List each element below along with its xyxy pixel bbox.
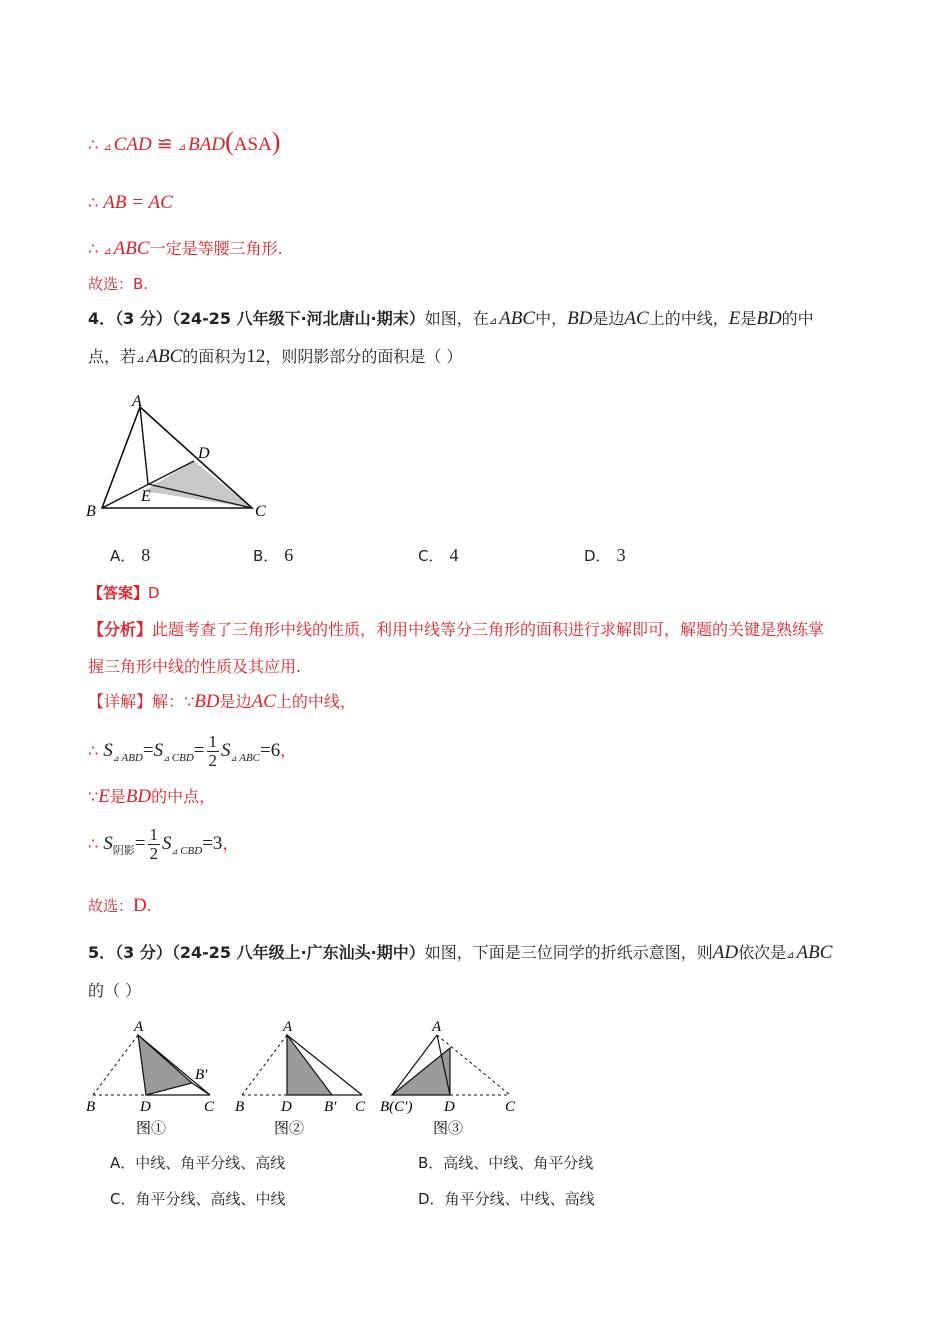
area-symbol: S bbox=[103, 740, 113, 761]
paren-close: ) bbox=[271, 127, 281, 156]
label-a: A bbox=[134, 1019, 144, 1035]
q4-final-answer: 故选：D. bbox=[88, 895, 152, 916]
subscript: ⊿ ABC bbox=[230, 752, 260, 764]
answer-value: D bbox=[148, 584, 160, 602]
paren-open: ( bbox=[225, 127, 234, 156]
point-e: E bbox=[728, 308, 741, 329]
q4-text: 中， bbox=[535, 309, 568, 328]
segment-ac: AC bbox=[251, 691, 276, 712]
q5-option-d[interactable]: D．角平分线、中线、高线 bbox=[418, 1190, 595, 1208]
shaded-fold bbox=[138, 1035, 192, 1095]
label-b: B bbox=[235, 1099, 245, 1115]
isosceles-text: 一定是等腰三角形. bbox=[149, 239, 283, 258]
label-c: C bbox=[204, 1099, 215, 1115]
dashed-ab bbox=[93, 1035, 138, 1095]
fig3-caption: 图③ bbox=[433, 1121, 464, 1137]
q4-text: 如图，在 bbox=[424, 309, 489, 328]
triangle-abc: ABC bbox=[499, 308, 536, 329]
q4-stem-line2 bbox=[88, 345, 462, 372]
subscript-shaded: 阴影 bbox=[112, 845, 135, 857]
q4-score: （3 分） bbox=[115, 309, 172, 328]
triangle-symbol: ⊿ bbox=[177, 142, 187, 153]
label-a: A bbox=[132, 393, 142, 410]
result-value: =6 bbox=[260, 740, 281, 761]
q5-option-b[interactable]: B．高线、中线、角平分线 bbox=[418, 1154, 594, 1172]
detail-text: 上的中线， bbox=[275, 692, 356, 711]
label-d: D bbox=[281, 1099, 292, 1115]
q4-detail-line3: ∵E是BD的中点， bbox=[88, 786, 216, 807]
q4-text: 的中 bbox=[781, 309, 814, 328]
q4-detail-line1 bbox=[88, 690, 356, 714]
label-e: E bbox=[141, 488, 151, 505]
fig1-caption: 图① bbox=[136, 1121, 167, 1137]
final-choice: D bbox=[133, 895, 147, 916]
therefore-symbol: ∴ bbox=[88, 834, 99, 853]
q5-number: 5． bbox=[88, 943, 116, 962]
q5-score: （3 分） bbox=[115, 943, 172, 962]
q4-stem-line1 bbox=[88, 307, 814, 334]
triangle-bad: BAD bbox=[188, 134, 226, 155]
therefore-symbol: ∴ bbox=[88, 193, 99, 212]
fraction-half: $\frac{1}{2}$ bbox=[208, 732, 218, 770]
label-d: D bbox=[444, 1099, 455, 1115]
subscript: ⊿ ABD bbox=[112, 752, 143, 764]
q5-text: 依次是 bbox=[738, 943, 787, 962]
label-d: D bbox=[140, 1099, 151, 1115]
fig2-caption: 图② bbox=[274, 1121, 305, 1137]
triangle-abc: ABC bbox=[146, 346, 183, 367]
segment-b2c bbox=[192, 1083, 210, 1095]
proof-line-congruence bbox=[88, 127, 281, 160]
q4-answer bbox=[88, 581, 160, 605]
equals: = bbox=[134, 833, 146, 854]
segment-bd: BD bbox=[567, 308, 593, 329]
proof-line-ab-ac bbox=[88, 191, 173, 215]
label-c: C bbox=[355, 1099, 366, 1115]
q4-source: （24-25 八年级下·河北唐山·期末） bbox=[171, 309, 425, 328]
analysis-tag: 【分析】 bbox=[88, 620, 153, 639]
q5-figure-1 bbox=[82, 1015, 227, 1140]
segment-ac: AC bbox=[624, 308, 649, 329]
detail-text: 是边 bbox=[219, 692, 252, 711]
label-b-prime: B′ bbox=[195, 1067, 208, 1083]
q5-figure-3 bbox=[380, 1015, 540, 1140]
q5-option-c[interactable]: C．角平分线、高线、中线 bbox=[110, 1190, 286, 1208]
label-c: C bbox=[505, 1099, 516, 1115]
equals: = bbox=[193, 740, 205, 761]
q4-analysis-line2: 握三角形中线的性质及其应用. bbox=[88, 657, 302, 676]
q4-analysis-line1 bbox=[88, 618, 824, 642]
q4-detail-line2: ∴ $S_{⊿ ABD}=S_{⊿ CBD}=$ $\frac{1}{2}$ $S_{⊿ ABC}=6$， bbox=[88, 732, 297, 770]
triangle-symbol: ⊿ bbox=[136, 354, 145, 365]
area-symbol: S bbox=[153, 740, 164, 761]
q4-option-b[interactable]: B． 6 bbox=[253, 545, 294, 565]
label-a: A bbox=[283, 1019, 293, 1035]
answer-tag: 【答案】 bbox=[88, 584, 149, 602]
q5-text: 如图，下面是三位同学的折纸示意图，则 bbox=[424, 943, 713, 962]
segment-bd: BD bbox=[125, 786, 152, 807]
q4-text: ，则阴影部分的面积是（ ） bbox=[265, 347, 463, 366]
q5-source: （24-25 八年级上·广东汕头·期中） bbox=[171, 943, 425, 962]
therefore-symbol: ∴ bbox=[88, 741, 99, 760]
q4-detail-line4: ∴ $S_{阴影}=$ $\frac{1}{2}$ $S_{⊿ CBD}=3$， bbox=[88, 825, 239, 863]
result-value: =3 bbox=[202, 833, 223, 854]
therefore-symbol: ∴ bbox=[88, 239, 99, 258]
q5-stem-line2: 的（ ） bbox=[88, 981, 142, 1000]
area-value: 12 bbox=[246, 346, 266, 367]
triangle-symbol: ⊿ bbox=[103, 246, 112, 257]
label-d: D bbox=[198, 445, 210, 462]
area-symbol: S bbox=[103, 833, 113, 854]
segment-bd: BD bbox=[756, 308, 782, 329]
because-symbol: ∵ bbox=[88, 787, 99, 806]
shaded-region bbox=[144, 461, 252, 508]
fraction-half: $\frac{1}{2}$ bbox=[149, 825, 158, 863]
congruent-symbol: ≌ bbox=[156, 134, 173, 155]
q4-text: 的面积为 bbox=[182, 347, 247, 366]
q4-option-d[interactable]: D． 3 bbox=[584, 545, 626, 565]
q4-text: 是 bbox=[740, 309, 757, 328]
analysis-text: 此题考查了三角形中线的性质，利用中线等分三角形的面积进行求解即可，解题的关键是熟练掌 bbox=[152, 620, 825, 639]
triangle-symbol: ⊿ bbox=[103, 142, 112, 153]
label-b: B bbox=[86, 503, 96, 520]
area-symbol: S bbox=[221, 740, 231, 761]
area-symbol: S bbox=[162, 833, 172, 854]
triangle-cad: CAD bbox=[113, 134, 152, 155]
detail-tag: 【详解】 bbox=[88, 692, 153, 711]
triangle-symbol: ⊿ bbox=[488, 316, 498, 327]
label-c: C bbox=[255, 503, 266, 520]
segment-ae bbox=[140, 407, 148, 484]
q4-option-a[interactable]: A． 8 bbox=[110, 545, 151, 565]
asa-label: ASA bbox=[233, 134, 272, 155]
equals: = bbox=[142, 740, 154, 761]
equation-ab-ac: AB = AC bbox=[103, 192, 173, 213]
therefore-symbol: ∴ bbox=[88, 135, 99, 154]
triangle-symbol: ⊿ bbox=[786, 950, 795, 961]
label-a: A bbox=[432, 1019, 442, 1035]
prev-answer: 故选：B. bbox=[88, 275, 149, 293]
dashed-ab bbox=[242, 1035, 287, 1095]
label-b-prime: B′ bbox=[324, 1099, 337, 1115]
label-b-c-prime: B(C′) bbox=[380, 1099, 413, 1115]
proof-line-isosceles bbox=[88, 237, 283, 264]
subscript: ⊿ CBD bbox=[163, 752, 194, 764]
q5-option-a[interactable]: A．中线、角平分线、高线 bbox=[110, 1154, 286, 1172]
label-b: B bbox=[86, 1099, 96, 1115]
q4-text: 上的中线， bbox=[648, 309, 729, 328]
triangle-abc: ABC bbox=[113, 238, 150, 259]
segment-bd: BD bbox=[194, 691, 220, 712]
q4-text: 是边 bbox=[592, 309, 625, 328]
triangle-abc: ABC bbox=[796, 942, 833, 963]
q4-option-c[interactable]: C． 4 bbox=[418, 545, 459, 565]
subscript: ⊿ CBD bbox=[171, 845, 203, 857]
segment-ad: AD bbox=[712, 942, 739, 963]
q4-number: 4． bbox=[88, 309, 116, 328]
q4-figure bbox=[80, 390, 280, 525]
detail-text: 解：∵ bbox=[152, 692, 195, 711]
q5-stem-line1 bbox=[88, 941, 832, 968]
q5-figure-2 bbox=[232, 1015, 377, 1140]
point-e: E bbox=[98, 786, 110, 807]
q4-text: 点，若 bbox=[88, 347, 137, 366]
